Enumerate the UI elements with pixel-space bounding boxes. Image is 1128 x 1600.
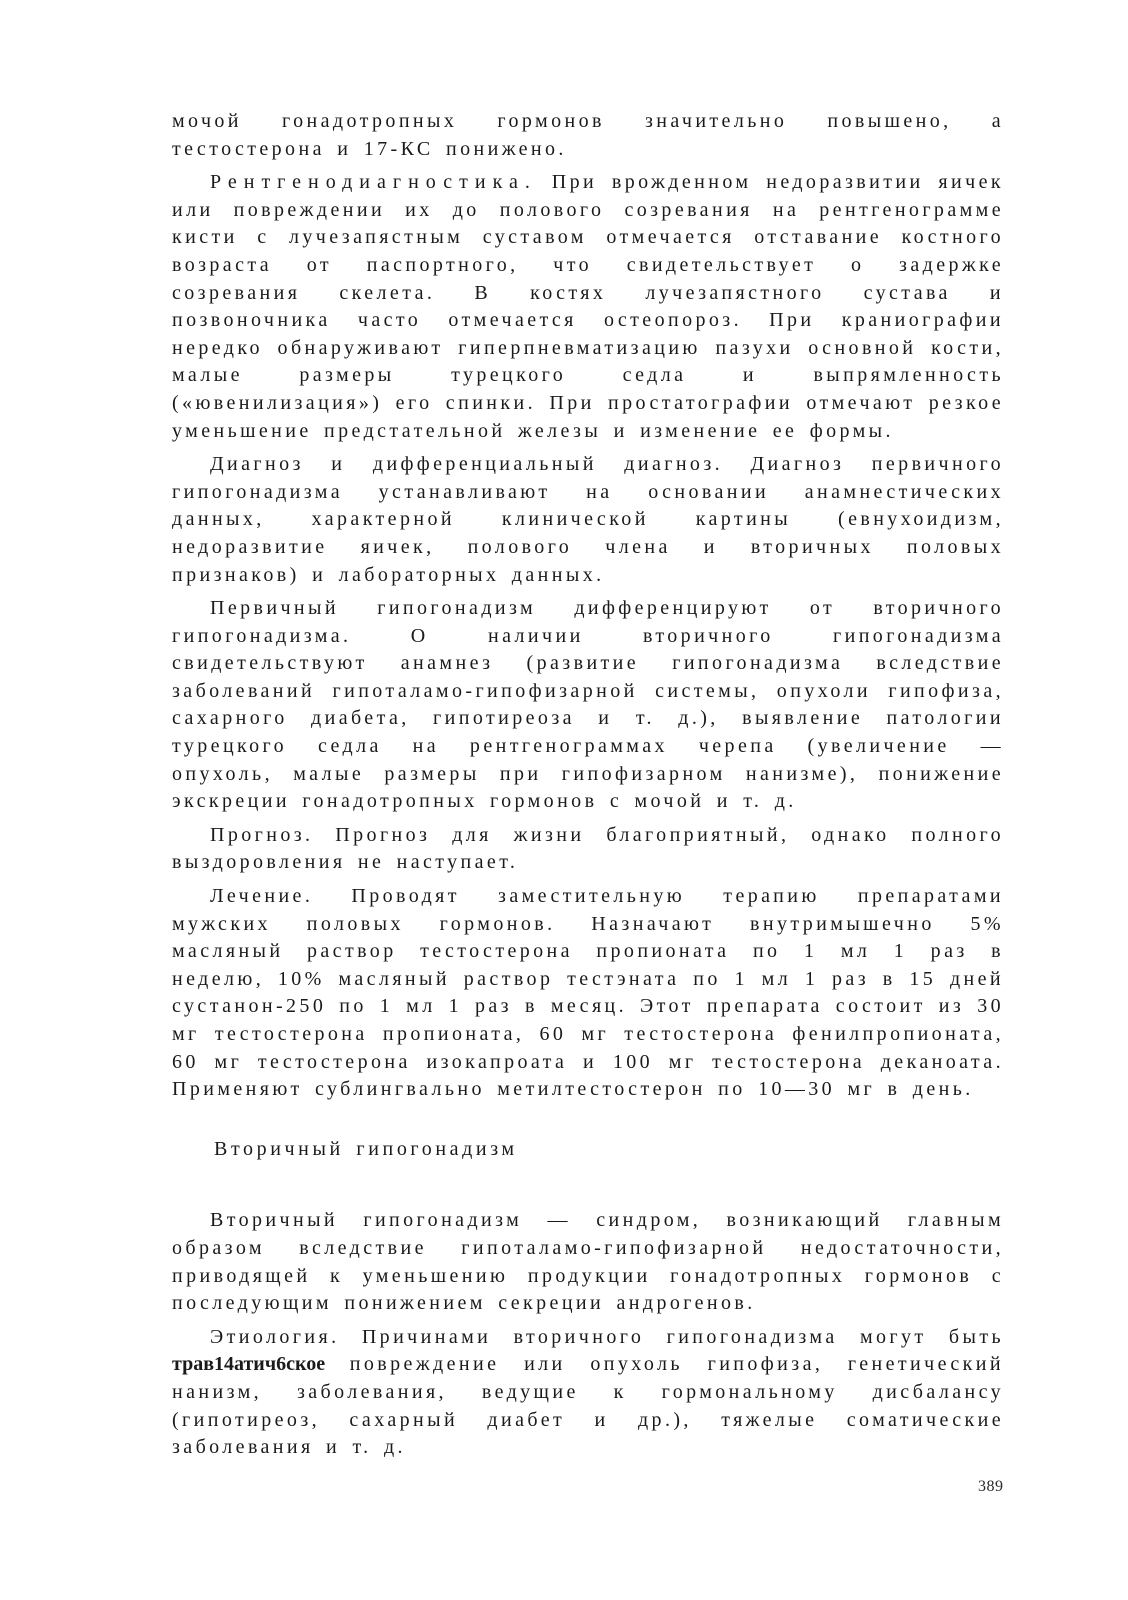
body-text xyxy=(172,108,1004,1468)
paragraph-text: Диагноз и дифференциальный диагноз. Диагноз первичного гипогонадизма устанавливают на основании анамнестических данных, характерной клинической картины (евнухоидизм, недоразвитие яичек, полового члена и вторичных половых признаков) и лабораторных данных. xyxy=(172,453,1004,586)
bold-term: трав14атич6ское xyxy=(172,1353,326,1376)
paragraph-text: При врожденном недоразвитии яичек или повреждении их до полового созревания на рентгенограмме кисти с лучезапястным суставом отмечается отставание костного возраста от паспортного, что свидетельствует о задержке созревания скелета. В костях лучезапястного сустава и позвоночника часто отмечается остеопороз. При краниографии нередко обнаруживают гиперпневматизацию пазухи основной кости, малые размеры турецкого седла и выпрямленность («ювенилизация») его спинки. При простатографии отмечают резкое уменьшение предстательной железы и изменение ее формы. xyxy=(172,171,1004,442)
paragraph-treatment xyxy=(172,883,1004,1104)
paragraph-text: Первичный гипогонадизм дифференцируют от вторичного гипогонадизма. О наличии вторичного гипогонадизма свидетельствуют анамнез (развитие гипогонадизма вследствие заболеваний гипоталамо-гипофизарной системы, опухоли гипофиза, сахарного диабета, гипотиреоза и т. д.), выявление патологии турецкого седла на рентгенограммах черепа (увеличение — опухоль, малые размеры при гипофизарном нанизме), понижение экскреции гонадотропных гормонов с мочой и т. д. xyxy=(172,597,1004,813)
paragraph-text: повреждение или опухоль гипофиза, генетический нанизм, заболевания, ведущие к гормональному дисбалансу (гипотиреоз, сахарный диабет и др.), тяжелые соматические заболевания и т. д. xyxy=(172,1353,1004,1459)
paragraph-lead-text: Этиология. Причинами вторичного гипогонадизма могут быть xyxy=(210,1325,1004,1348)
paragraph-text: Прогноз. Прогноз для жизни благоприятный, однако полного выздоровления не наступает. xyxy=(172,823,1004,874)
paragraph-lead-term: Рентгенодиагностика. xyxy=(210,171,537,194)
page-number: 389 xyxy=(978,1478,1004,1495)
paragraph-text: мочой гонадотропных гормонов значительно повышено, а тестостерона и 17-КС понижено. xyxy=(172,110,1004,160)
paragraph-continuation xyxy=(172,108,1004,163)
paragraph-differential xyxy=(172,595,1004,816)
section-heading: Вторичный гипогонадизм xyxy=(214,1137,518,1160)
paragraph-xray-diagnostics xyxy=(172,169,1004,445)
paragraph-definition xyxy=(172,1207,1004,1317)
paragraph-diagnosis xyxy=(172,451,1004,589)
paragraph-etiology xyxy=(172,1324,1004,1462)
paragraph-text: Лечение. Проводят заместительную терапию препаратами мужских половых гормонов. Назначают внутримышечно 5% масляный раствор тестостерона пропионата по 1 мл 1 раз в неделю, 10% масляный раствор тестэната по 1 мл 1 раз в 15 дней сустанон-250 по 1 мл 1 раз в месяц. Этот препарата состоит из 30 мг тестостерона пропионата, 60 мг тестостерона фенилпропионата, 60 мг тестостерона изокапроата и 100 мг тестостерона деканоата. Применяют сублингвально метилтестостерон по 10—30 мг в день. xyxy=(172,885,1004,1101)
paragraph-prognosis xyxy=(172,822,1004,877)
paragraph-text: Вторичный гипогонадизм — синдром, возникающий главным образом вследствие гипоталамо-гипофизарной недостаточности, приводящей к уменьшению продукции гонадотропных гормонов с последующим понижением секреции андрогенов. xyxy=(172,1209,1004,1315)
